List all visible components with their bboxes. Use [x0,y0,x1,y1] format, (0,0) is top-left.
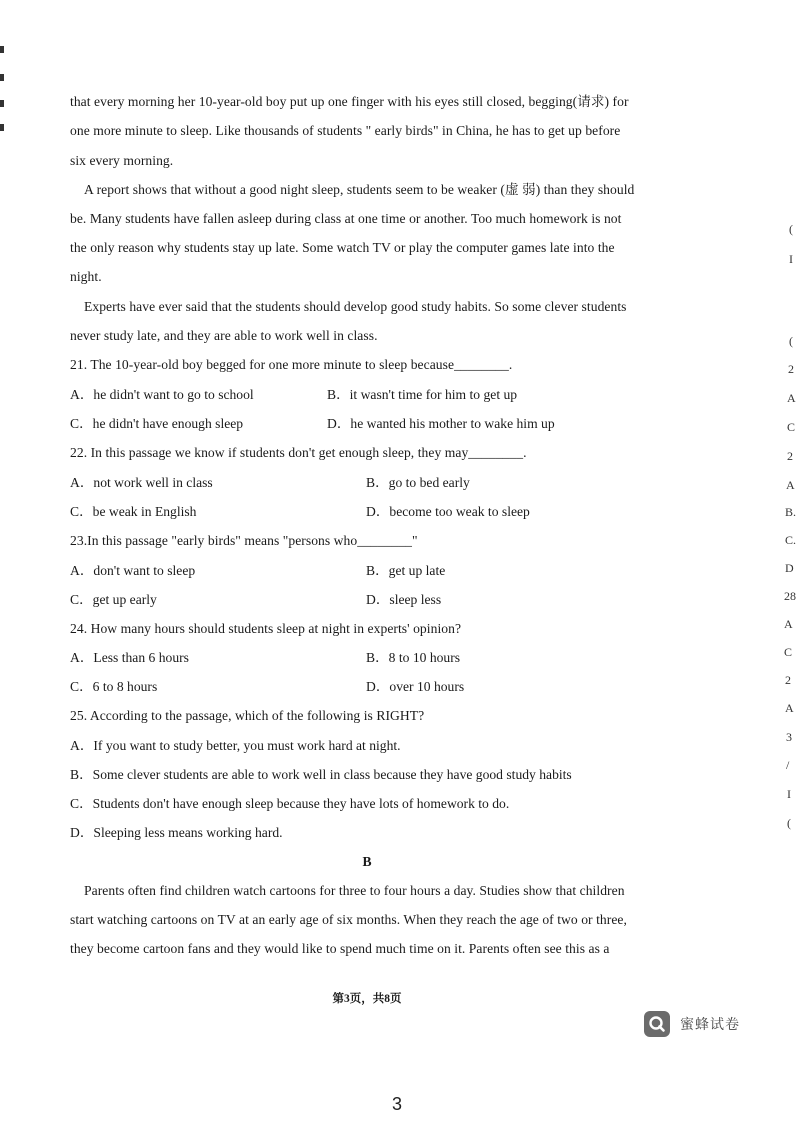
answer-option: B．8 to 10 hours [366,650,461,665]
answer-option: C．6 to 8 hours [70,679,158,694]
answer-option: C．be weak in English [70,504,197,519]
answer-option: C．get up early [70,592,157,607]
passage-line: night. [70,269,102,284]
watermark-text: 蜜蜂试卷 [680,1017,740,1033]
question-stem: 23.In this passage "early birds" means "persons who________" [70,533,418,548]
answer-option: D．Sleeping less means working hard. [70,825,283,840]
answer-option: B．Some clever students are able to work well in class because they have good study habits [70,767,572,782]
edge-fragment: B. [785,505,796,519]
edge-fragment: ( [789,334,793,348]
answer-option: D．sleep less [366,592,442,607]
passage-line: A report shows that without a good night sleep, students seem to be weaker (虚 弱) than they should [84,182,635,197]
passage-line: one more minute to sleep. Like thousands of students " early birds" in China, he has to get up before [70,123,621,138]
question-stem: 22. In this passage we know if students don't get enough sleep, they may________. [70,445,527,460]
passage-line: six every morning. [70,153,174,168]
edge-fragment: A [786,478,795,492]
question-stem: 25. According to the passage, which of the following is RIGHT? [70,708,425,723]
passage-line: start watching cartoons on TV at an early age of six months. When they reach the age of two or three, [70,912,627,927]
binding-mark [0,100,4,107]
edge-fragment: 3 [786,730,792,744]
answer-option: B．it wasn't time for him to get up [327,387,518,402]
edge-fragment: / [786,758,790,772]
edge-fragment: C [787,420,796,434]
search-q-icon [644,1011,670,1037]
answer-option: A．Less than 6 hours [70,650,189,665]
edge-fragment: C [784,645,793,659]
answer-option: C．he didn't have enough sleep [70,416,244,431]
binding-mark [0,46,4,53]
passage-line: that every morning her 10-year-old boy put up one finger with his eyes still closed, begging(请求) for [70,94,629,109]
answer-option: A．don't want to sleep [70,563,196,578]
answer-option: C．Students don't have enough sleep because they have lots of homework to do. [70,796,510,811]
passage-line: they become cartoon fans and they would like to spend much time on it. Parents often see this as a [70,941,610,956]
edge-fragment: 2 [788,362,794,376]
page-footer: 第3页，共8页 [332,993,402,1005]
edge-fragment: ( [787,816,791,830]
edge-fragment: 2 [785,673,791,687]
answer-option: B．get up late [366,563,446,578]
edge-fragment: A [784,617,793,631]
answer-option: A．If you want to study better, you must work hard at night. [70,738,401,753]
binding-mark [0,74,4,81]
answer-option: D．over 10 hours [366,679,465,694]
passage-line: the only reason why students stay up late. Some watch TV or play the computer games late into the [70,240,615,255]
answer-option: D．he wanted his mother to wake him up [327,416,555,431]
edge-fragment: 28 [784,589,796,603]
edge-fragment: A [787,391,796,405]
edge-fragment: D [785,561,794,575]
edge-fragment: ( [789,222,793,236]
page-number: 3 [391,1094,402,1114]
passage-line: Parents often find children watch cartoons for three to four hours a day. Studies show that children [84,883,625,898]
passage-line: Experts have ever said that the students should develop good study habits. So some clever students [84,299,627,314]
question-stem: 21. The 10-year-old boy begged for one more minute to sleep because________. [70,357,513,372]
edge-fragment: C. [785,533,796,547]
answer-option: B．go to bed early [366,475,470,490]
section-heading: B [362,854,372,869]
binding-mark [0,124,4,131]
watermark-logo [644,1010,740,1038]
answer-option: D．become too weak to sleep [366,504,530,519]
edge-fragment: I [789,252,793,266]
passage-line: be. Many students have fallen asleep during class at one time or another. Too much homework is not [70,211,622,226]
edge-fragment: A [785,701,794,715]
answer-option: A．not work well in class [70,475,213,490]
passage-line: never study late, and they are able to work well in class. [70,328,378,343]
edge-fragment: I [787,787,791,801]
answer-option: A．he didn't want to go to school [70,387,254,402]
question-stem: 24. How many hours should students sleep at night in experts' opinion? [70,621,462,636]
edge-fragment: 2 [787,449,793,463]
